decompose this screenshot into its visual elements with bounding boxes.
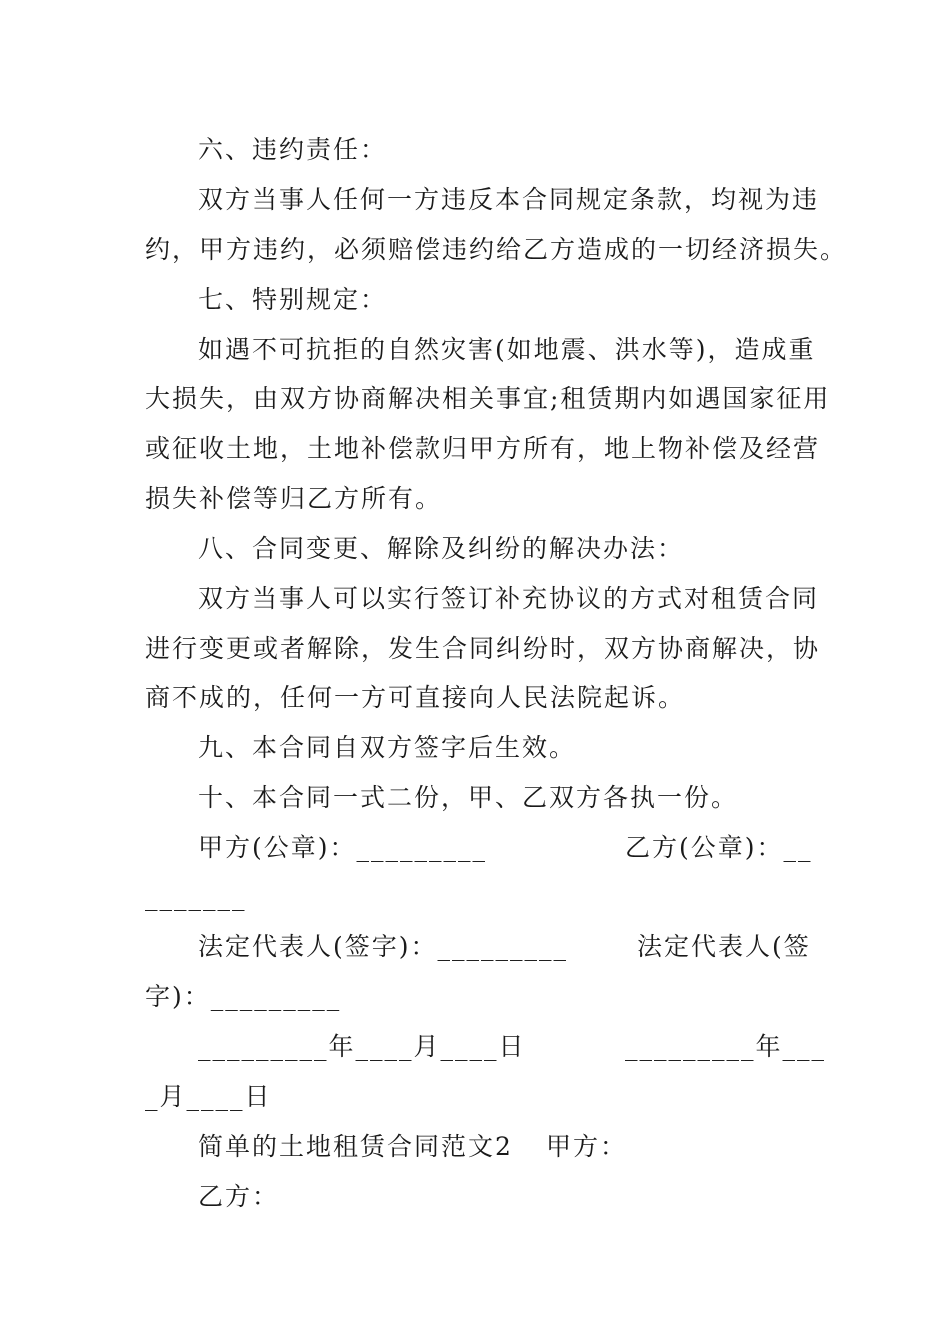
- section-heading-dispute: 八、合同变更、解除及纠纷的解决办法：: [198, 534, 685, 563]
- party-a-date-field: _________年____月____日: [198, 1032, 526, 1061]
- paragraph-line: 商不成的，任何一方可直接向人民法院起诉。: [145, 683, 686, 712]
- next-contract-title: 简单的土地租赁合同范文2: [198, 1132, 513, 1161]
- section-heading-special: 七、特别规定：: [198, 285, 388, 314]
- party-b-date-field: _________年___: [625, 1032, 827, 1061]
- paragraph-line: 如遇不可抗拒的自然灾害(如地震、洪水等)，造成重: [198, 335, 816, 364]
- section-heading-breach: 六、违约责任：: [198, 135, 388, 164]
- party-b-date-field-cont: _月____日: [145, 1082, 272, 1111]
- paragraph-line: 或征收土地，土地补偿款归甲方所有，地上物补偿及经营: [145, 434, 821, 463]
- paragraph-line: 双方当事人任何一方违反本合同规定条款，均视为违: [198, 185, 820, 214]
- party-a-seal-field: 甲方(公章)：_________: [198, 833, 488, 862]
- paragraph-line: 约，甲方违约，必须赔偿违约给乙方造成的一切经济损失。: [145, 235, 848, 264]
- party-b-seal-field-cont: _______: [145, 882, 247, 911]
- next-contract-party-b: 乙方：: [198, 1182, 280, 1211]
- next-contract-party-a: 甲方：: [546, 1132, 628, 1161]
- party-a-representative-field: 法定代表人(签字)：_________: [198, 932, 569, 961]
- paragraph-line: 损失补偿等归乙方所有。: [145, 484, 443, 513]
- party-b-representative-field: 法定代表人(签: [637, 932, 811, 961]
- party-b-representative-field-cont: 字)：_________: [145, 982, 342, 1011]
- section-heading-effective: 九、本合同自双方签字后生效。: [198, 733, 577, 762]
- section-heading-copies: 十、本合同一式二份，甲、乙双方各执一份。: [198, 783, 739, 812]
- paragraph-line: 大损失，由双方协商解决相关事宜;租赁期内如遇国家征用: [145, 384, 831, 413]
- party-b-seal-field: 乙方(公章)：__: [625, 833, 813, 862]
- paragraph-line: 双方当事人可以实行签订补充协议的方式对租赁合同: [198, 584, 820, 613]
- paragraph-line: 进行变更或者解除，发生合同纠纷时，双方协商解决，协: [145, 634, 821, 663]
